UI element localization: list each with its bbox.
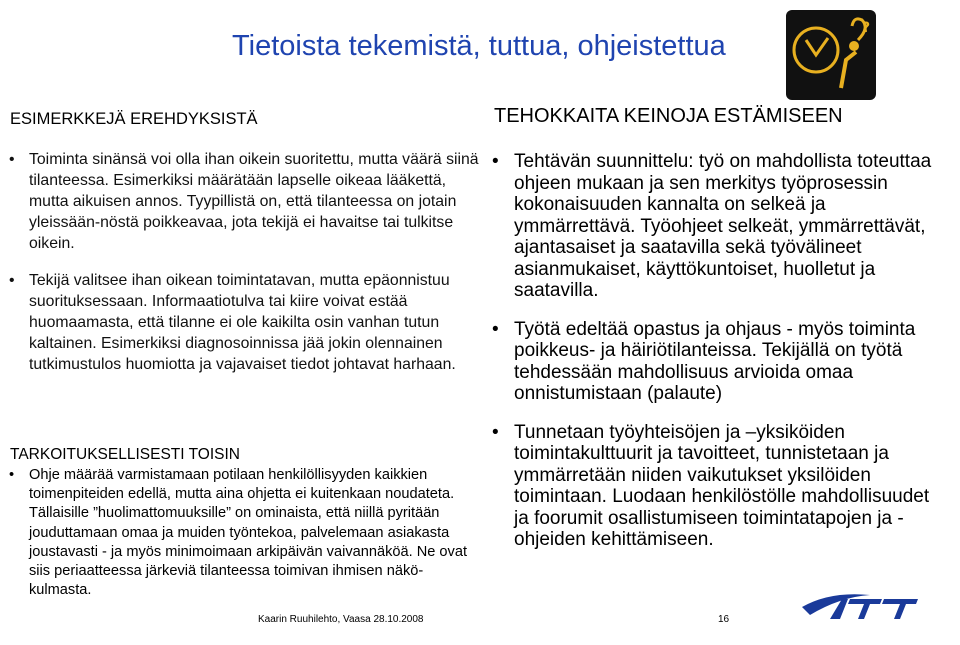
list-item: • Ohje määrää varmistamaan potilaan henkilöllisyyden kaikkien toimenpiteiden edellä, mutta aina ohjetta ei kuitenkaan noudateta. Tällaisille ”huolimattomuuksille” on ominaista, että niillä pyritään jouduttamaan omaa ja muiden työntekoa, palvelemaan asiakasta joustavasti - ja myös minimoimaan arkipäivän vaivannäköä. Ne ovat siis periaatteessa järkeviä tilanteessa toimivan ihmisen näkö-kulmasta.	[9, 467, 468, 599]
list-item: • Työtä edeltää opastus ja ohjaus - myös toiminta poikkeus- ja häiriötilanteissa. Tekijällä on työtä tehdessään mahdollisuus arvioida omaa onnistumistaan (palaute)	[492, 318, 916, 404]
left-sub-bullet-list	[9, 466, 469, 600]
list-item: • Tunnetaan työyhteisöjen ja –yksiköiden toimintakulttuurit ja tavoitteet, tunnistetaan ja ymmärretään niiden vaikutukset yksilöiden toimintaan. Luodaan henkilöstölle mahdollisuudet ja foorumit osallistumiseen toimintatapojen ja -ohjeiden kehittämiseen.	[492, 421, 930, 550]
svg-text:?: ?	[862, 20, 871, 36]
page-number: 16	[718, 614, 730, 625]
bullet-icon: •	[9, 467, 15, 483]
list-item: • Toiminta sinänsä voi olla ihan oikein suoritettu, mutta väärä siinä tilanteessa. Esimerkiksi määrätään lapselle oikeaa lääkettä, mutta aikuisen annos. Tyypillistä on, että tilanteessa on jotain yleissään-nöstä poikkeavaa, jota tekijä ei havaitse tai tulkitse oikein.	[9, 151, 479, 252]
bullet-icon: •	[492, 421, 499, 443]
footer-credit: Kaarin Ruuhilehto, Vaasa 28.10.2008	[258, 614, 424, 625]
right-heading: TEHOKKAITA KEINOJA ESTÄMISEEN	[494, 105, 843, 127]
left-subheading: TARKOITUKSELLISESTI TOISIN	[10, 446, 240, 463]
bullet-icon: •	[492, 151, 499, 172]
list-item: • Tehtävän suunnittelu: työ on mahdollista toteuttaa ohjeen mukaan ja sen merkitys työprosessin kokonaisuuden kannalta on selkeä ja ymmärrettävä. Työohjeet selkeät, ymmärrettävät, ajantasaiset ja saatavilla sekä työvälineet asianmukaiset, käyttökuntoiset, huolletut ja saatavilla.	[492, 151, 932, 301]
right-bullet-list	[492, 151, 944, 568]
bullet-icon: •	[9, 272, 15, 289]
bullet-icon: •	[9, 151, 15, 168]
vtt-logo	[800, 585, 930, 625]
list-item: • Tekijä valitsee ihan oikean toimintatavan, mutta epäonnistuu suorituksessaan. Informaatiotulva tai kiire voivat estää huomaamasta, että tilanne ei ole kaikilta osin vanhan tutun kaltainen. Esimerkiksi diagnosoinnissa jää jokin olennainen tutkimustulos huomiotta ja vajavaiset tiedot johtavat harhaan.	[9, 272, 456, 373]
bullet-icon: •	[492, 318, 499, 340]
slide-title: Tietoista tekemistä, tuttua, ohjeistettua	[232, 30, 726, 62]
left-bullet-list	[9, 149, 479, 391]
thinking-worker-icon	[786, 10, 876, 100]
left-heading: ESIMERKKEJÄ EREHDYKSISTÄ	[10, 110, 258, 128]
